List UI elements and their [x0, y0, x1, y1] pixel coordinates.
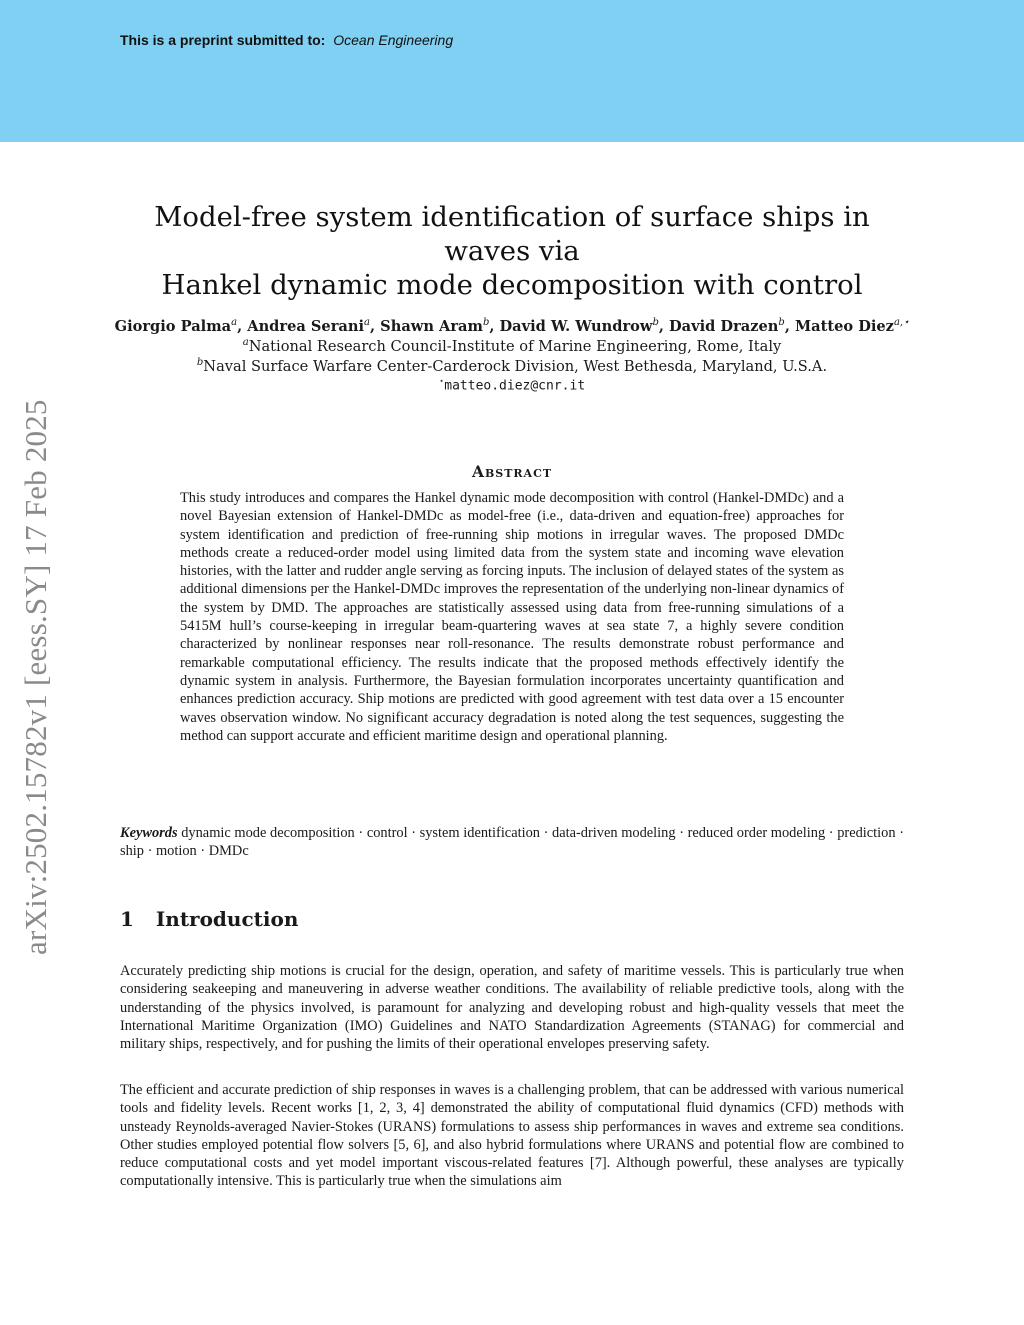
affiliation-text: Naval Surface Warfare Center-Carderock Division, West Bethesda, Maryland, U.S.A. — [203, 357, 828, 375]
author-name: Shawn Aram — [380, 317, 483, 335]
author-affil-mark: b — [652, 317, 659, 328]
corresponding-email — [60, 377, 964, 393]
affiliation-b — [60, 357, 964, 375]
journal-name: Ocean Engineering — [333, 32, 454, 48]
affiliation-mark: b — [196, 357, 204, 368]
title-line-1: Model-free system identification of surface ships in waves via — [154, 201, 870, 267]
corresponding-mark: ⋆ — [438, 377, 445, 387]
paper-title — [110, 200, 914, 302]
author-name: David W. Wundrow — [499, 317, 653, 335]
section-title-text: Introduction — [155, 907, 299, 931]
author-affil-mark: b — [482, 317, 490, 328]
keywords-block — [120, 824, 904, 861]
author-list: Giorgio Palma$^a$, Andrea Serani$^a$, Shawn Aram$^b$, David W. Wundrow$^b$, David Drazen$^b$, Matteo Diez$^{a,⋆}$ — [114, 317, 910, 335]
affiliation-a — [60, 337, 964, 355]
affiliation-text: National Research Council-Institute of Marine Engineering, Rome, Italy — [248, 337, 782, 355]
author-affil-mark: a,⋆ — [893, 317, 910, 328]
email-link[interactable]: matteo.diez@cnr.it — [444, 378, 586, 394]
abstract-heading: Abstract — [471, 462, 553, 481]
section-number: 1 — [120, 907, 134, 931]
author-name: Andrea Serani — [247, 317, 365, 335]
intro-paragraph: Accurately predicting ship motions is crucial for the design, operation, and safety of maritime vessels. This is particularly true when considering seakeeping and maneuvering in adverse weather conditions. The availability of reliable predictive tools, along with the understanding of the physics involved, is paramount for analyzing and developing robust and high-quality vessels that meet the International Maritime Organization (IMO) Guidelines and NATO Standardization Agreements (STANAG) for commercial and military ships, respectively, and for pushing the limits of their operational envelopes preserving safety. — [120, 963, 904, 1053]
arxiv-identifier-stamp[interactable]: arXiv:2502.15782v1 [eess.SY] 17 Feb 2025 — [18, 399, 53, 955]
intro-paragraph: The efficient and accurate prediction of ship responses in waves is a challenging problem, that can be addressed with various numerical tools and fidelity levels. Recent works [1, 2, 3, 4] demonstrated the ability of computational fluid dynamics (CFD) methods with unsteady Reynolds-averaged Navier-Stokes (URANS) formulations to assess ship performances in waves and extreme sea conditions. Other studies employed potential flow solvers [5, 6], and also hybrid formulations where URANS and potential flow are combined to reduce computational costs and yet model important viscous-related features [7]. Although powerful, these analyses are typically computationally intensive. This is particularly true when the simulations aim — [120, 1082, 904, 1190]
title-line-2: Hankel dynamic mode decomposition with control — [161, 269, 863, 301]
author-affil-mark: a — [231, 317, 238, 328]
affiliation-mark: a — [242, 337, 249, 348]
section-heading-introduction — [120, 907, 298, 931]
preprint-notice — [120, 32, 453, 48]
abstract-text: This study introduces and compares the Hankel dynamic mode decomposition with control (Hankel-DMDc) and a novel Bayesian extension of Hankel-DMDc as model-free (i.e., data-driven and equation-free) approaches for system identification and prediction of free-running ship motions in irregular waves. The proposed DMDc methods create a reduced-order model using limited data from the system state and incoming wave elevation histories, with the latter and rudder angle serving as forcing inputs. The inclusion of delayed states of the system as additional dimensions per the Hankel-DMDc improves the representation of the underlying non-linear dynamics of the system by DMD. The approaches are statistically assessed using data from free-running simulations of a 5415M hull’s course-keeping in irregular beam-quartering waves at sea state 7, a highly severe condition characterized by nonlinear responses near roll-resonance. The results demonstrate robust performance and remarkable computational efficiency. The results indicate that the proposed methods effectively identify the dynamic system in analysis. Furthermore, the Bayesian formulation incorporates uncertainty quantification and enhances prediction accuracy. Ship motions are predicted with good agreement with test data over a 15 encounter waves observation window. No significant accuracy degradation is noted along the test sequences, suggesting the method can support accurate and efficient maritime design and operational planning. — [180, 490, 844, 744]
keywords-label: Keywords — [120, 825, 178, 841]
author-name: Giorgio Palma — [114, 317, 232, 335]
author-affil-mark: a — [364, 317, 370, 328]
author-affil-mark: b — [778, 317, 785, 328]
keywords-text: dynamic mode decomposition · control · system identification · data-driven modeling · reduced order modeling · prediction · ship · motion · DMDc — [120, 825, 904, 860]
author-name: Matteo Diez — [795, 317, 894, 335]
author-name: David Drazen — [669, 317, 779, 335]
preprint-header-band — [0, 0, 1024, 142]
preprint-label: This is a preprint submitted to: — [120, 32, 326, 48]
